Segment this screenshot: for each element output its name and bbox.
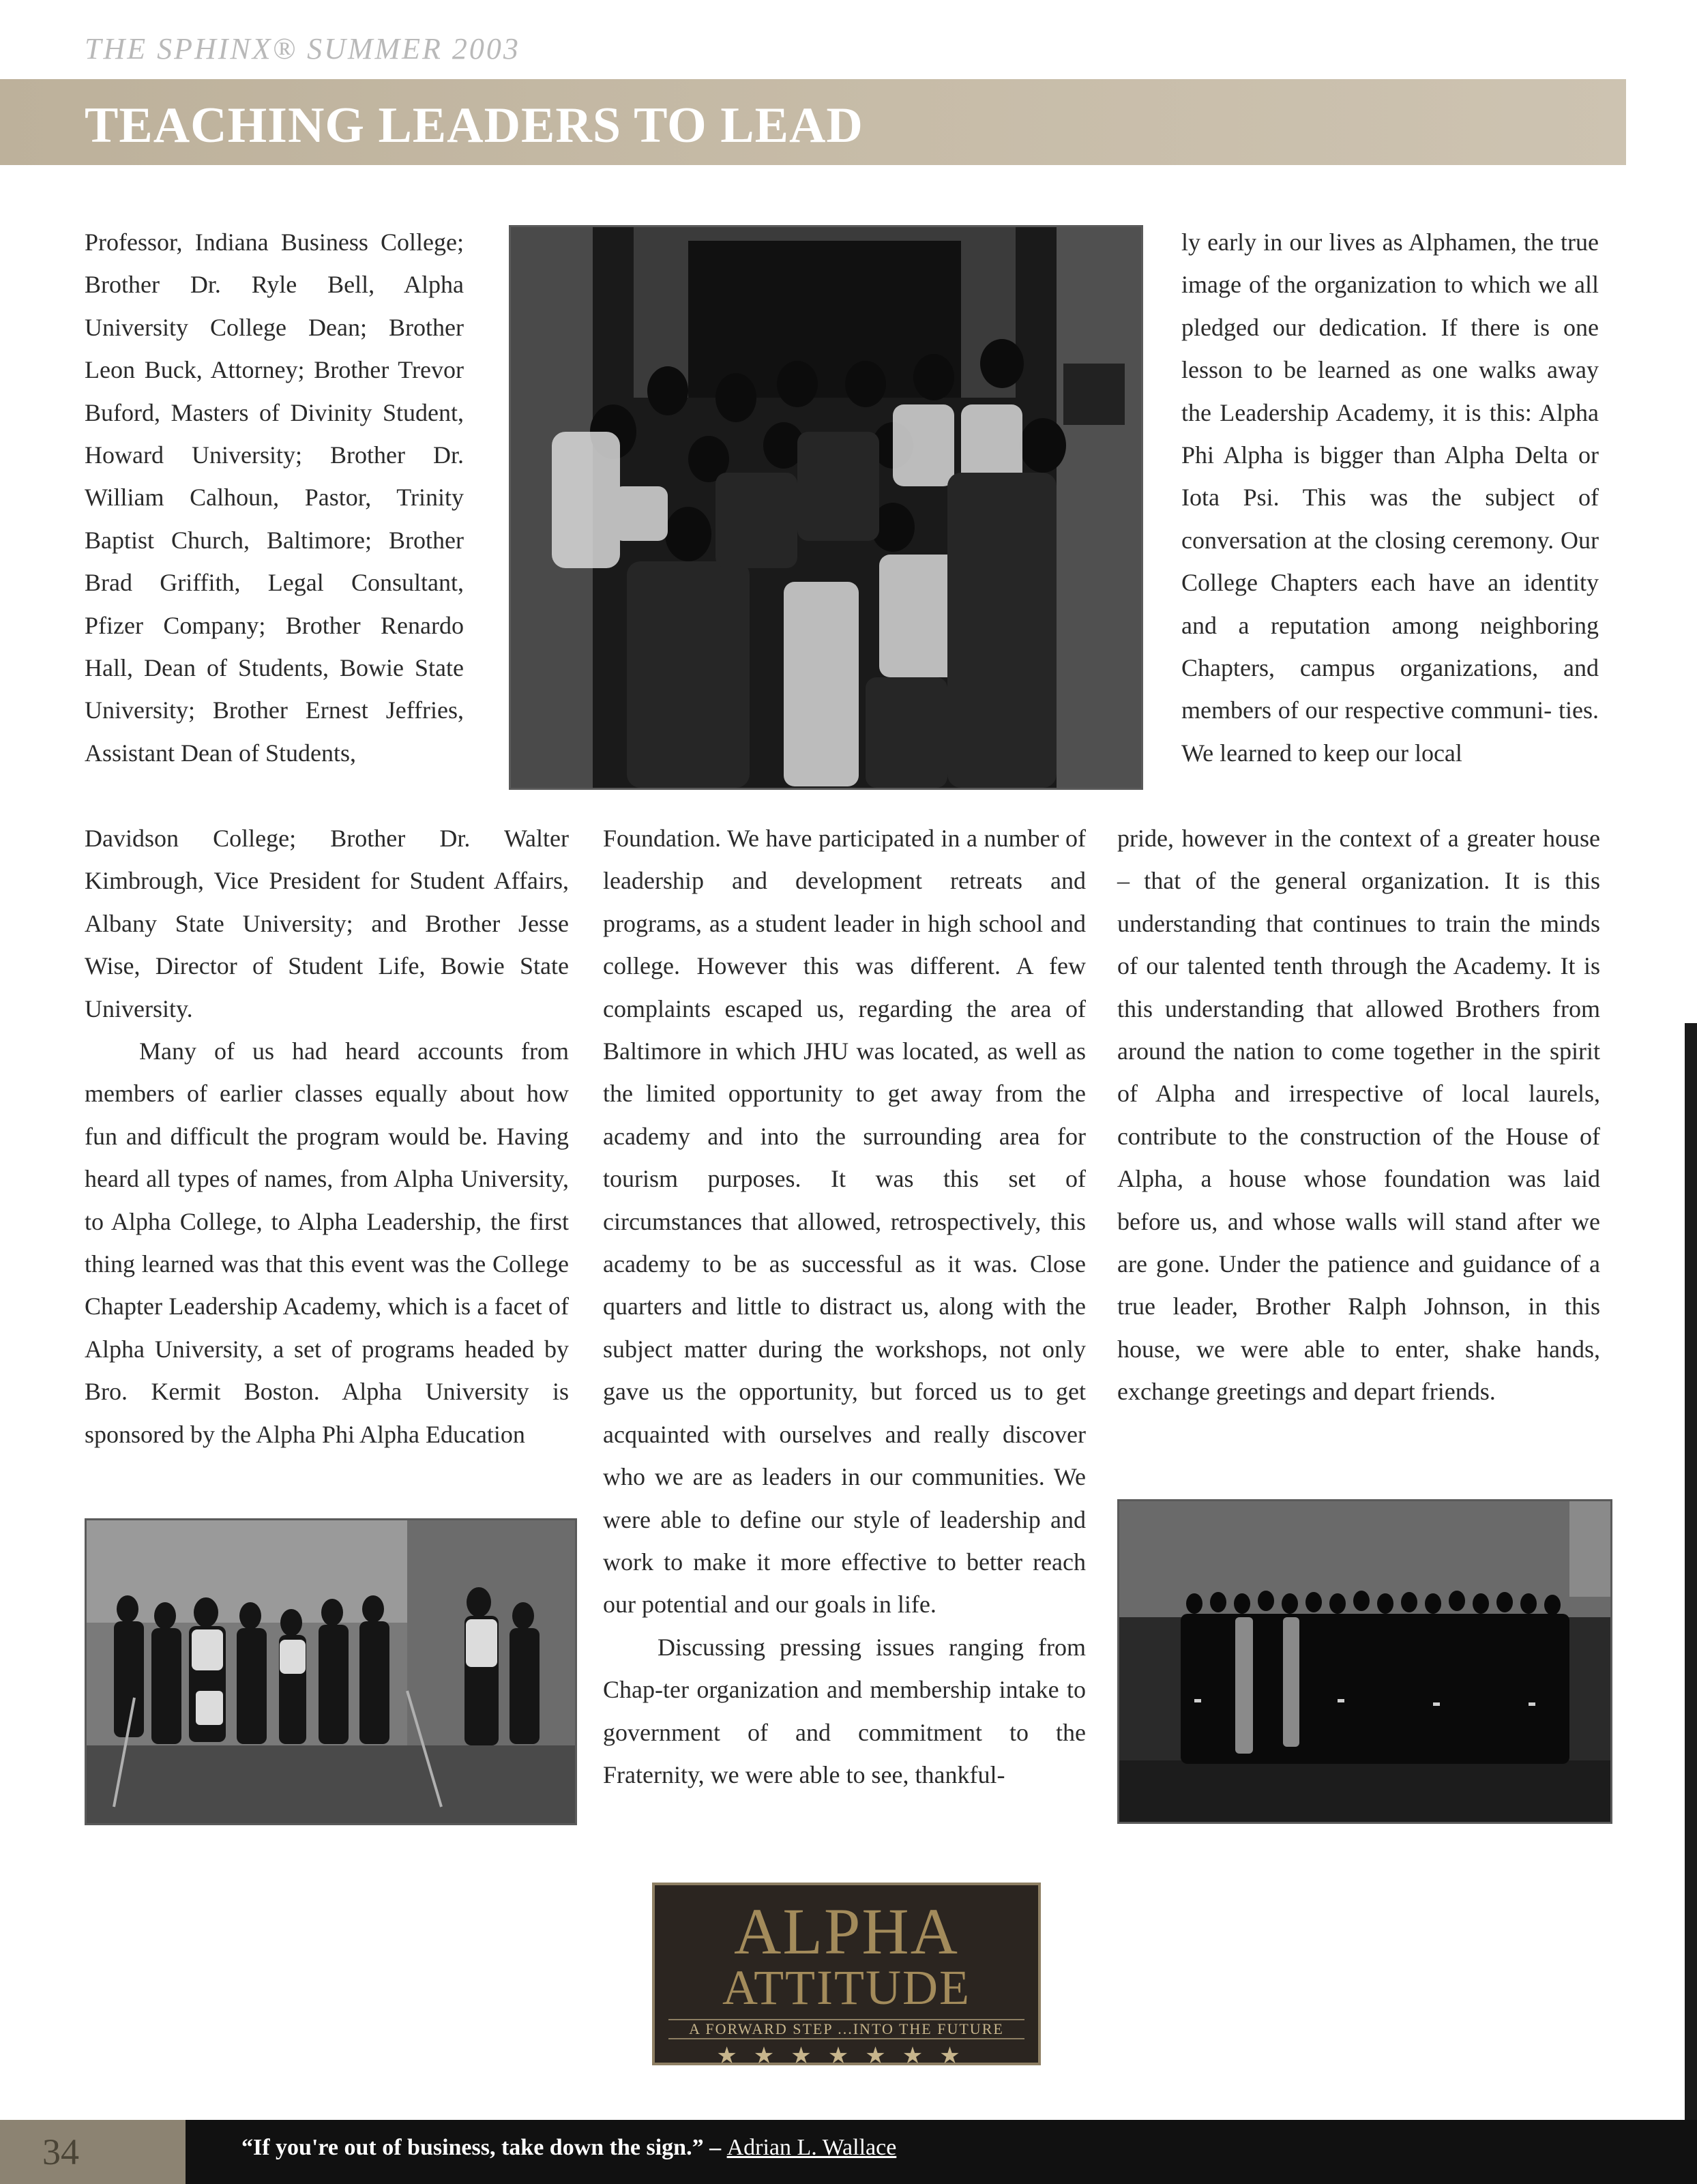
running-head: THE SPHINX® SUMMER 2003 bbox=[85, 32, 520, 65]
group-photo-steps-image bbox=[511, 227, 1141, 788]
column-1-bottom bbox=[85, 817, 569, 1456]
group-photo-suits bbox=[1117, 1499, 1612, 1824]
page-number: 34 bbox=[42, 2131, 79, 2172]
column-2-paragraph-1: Foundation. We have participated in a number of leadership and development retreats and programs, as a student leader in high school and college. However this was different. A few complaints escaped us, regarding the area of Baltimore in which JHU was located, as well as the limited opportunity to get away from the academy and into the surrounding area for tourism purposes. It was this set of circumstances that allowed, retrospectively, this academy to be as successful as it was. Close quarters and little to distract us, along with the subject matter during the workshops, not only gave us the opportunity, but forced us to get acquainted with ourselves and really discover who we are as leaders in our communities. We were able to define our style of leadership and work to make it more effective to better reach our potential and our goals in life. bbox=[603, 825, 1086, 1619]
column-3-top-text: ly early in our lives as Alphamen, the true image of the organization to which we all pledged our dedication. If there is one lesson to be learned as one walks away the Leadership Academy, it is this: Alpha Phi Alpha is bigger than Alpha Delta or Iota Psi. This was the subject of conversation at the closing ceremony. Our College Chapters each have an identity and a reputation among neighboring Chapters, campus organizations, and members of our respective communi- ties. We learned to keep our local bbox=[1181, 228, 1599, 767]
footer-quote-text: “If you're out of business, take down the sign.” – bbox=[241, 2135, 722, 2160]
logo-stars: ★★★★★★★ bbox=[716, 2043, 977, 2069]
footer-quote-author: Adrian L. Wallace bbox=[726, 2135, 897, 2160]
group-photo-yard bbox=[85, 1518, 577, 1825]
footer-bar bbox=[0, 2120, 1697, 2184]
alpha-attitude-logo bbox=[652, 1883, 1041, 2069]
logo-tagline: A FORWARD STEP ...INTO THE FUTURE bbox=[668, 2019, 1024, 2039]
column-2-paragraph-2: Discussing pressing issues ranging from Chap-ter organization and membership intake to government of and commitment to the Fraternity, we were able to see, thankful- bbox=[603, 1633, 1086, 1788]
logo-line-1: ALPHA bbox=[733, 1895, 959, 1968]
logo-line-2: ATTITUDE bbox=[722, 1960, 971, 2015]
article-title: TEACHING LEADERS TO LEAD bbox=[85, 98, 864, 153]
title-bar bbox=[0, 79, 1626, 165]
group-photo-yard-image bbox=[87, 1520, 575, 1823]
page-edge-shadow bbox=[1685, 1023, 1697, 2184]
column-3-top bbox=[1181, 221, 1599, 774]
column-1-top bbox=[85, 221, 464, 774]
page-number-box bbox=[0, 2120, 186, 2184]
column-3-bottom-text: pride, however in the context of a greater house – that of the general organization. It is this understanding that continues to train the minds of our talented tenth through the Academy. It is this understanding that allowed Brothers from around the nation to come together in the spirit of Alpha and irrespective of local laurels, contribute to the construction of the House of Alpha, a house whose foundation was laid before us, and whose walls will stand after we are gone. Under the patience and guidance of a true leader, Brother Ralph Johnson, in this house, we were able to enter, shake hands, exchange greetings and depart friends. bbox=[1117, 825, 1600, 1406]
group-photo-suits-image bbox=[1119, 1501, 1610, 1822]
footer-quote bbox=[241, 2135, 896, 2161]
column-3-bottom bbox=[1117, 817, 1600, 1413]
column-1-paragraph-2: Many of us had heard accounts from members of earlier classes equally about how fun and difficult the program would be. Having heard all types of names, from Alpha University, to Alpha College, to Alpha Leadership, the first thing learned was that this event was the College Chapter Leadership Academy, which is a facet of Alpha University, a set of programs headed by Bro. Kermit Boston. Alpha University is sponsored by the Alpha Phi Alpha Education bbox=[85, 1037, 569, 1448]
column-1-top-text: Professor, Indiana Business College; Brother Dr. Ryle Bell, Alpha University College Dean; Brother Leon Buck, Attorney; Brother Trevor Buford, Masters of Divinity Student, Howard University; Brother Dr. William Calhoun, Pastor, Trinity Baptist Church, Baltimore; Brother Brad Griffith, Legal Consultant, Pfizer Company; Brother Renardo Hall, Dean of Students, Bowie State University; Brother Ernest Jeffries, Assistant Dean of Students, bbox=[85, 228, 464, 767]
group-photo-steps bbox=[509, 225, 1143, 790]
column-1-bottom-text: Davidson College; Brother Dr. Walter Kimbrough, Vice President for Student Affairs, Albany State University; and Brother Jesse Wise, Director of Student Life, Bowie State University. bbox=[85, 825, 569, 1022]
column-2 bbox=[603, 817, 1086, 1796]
